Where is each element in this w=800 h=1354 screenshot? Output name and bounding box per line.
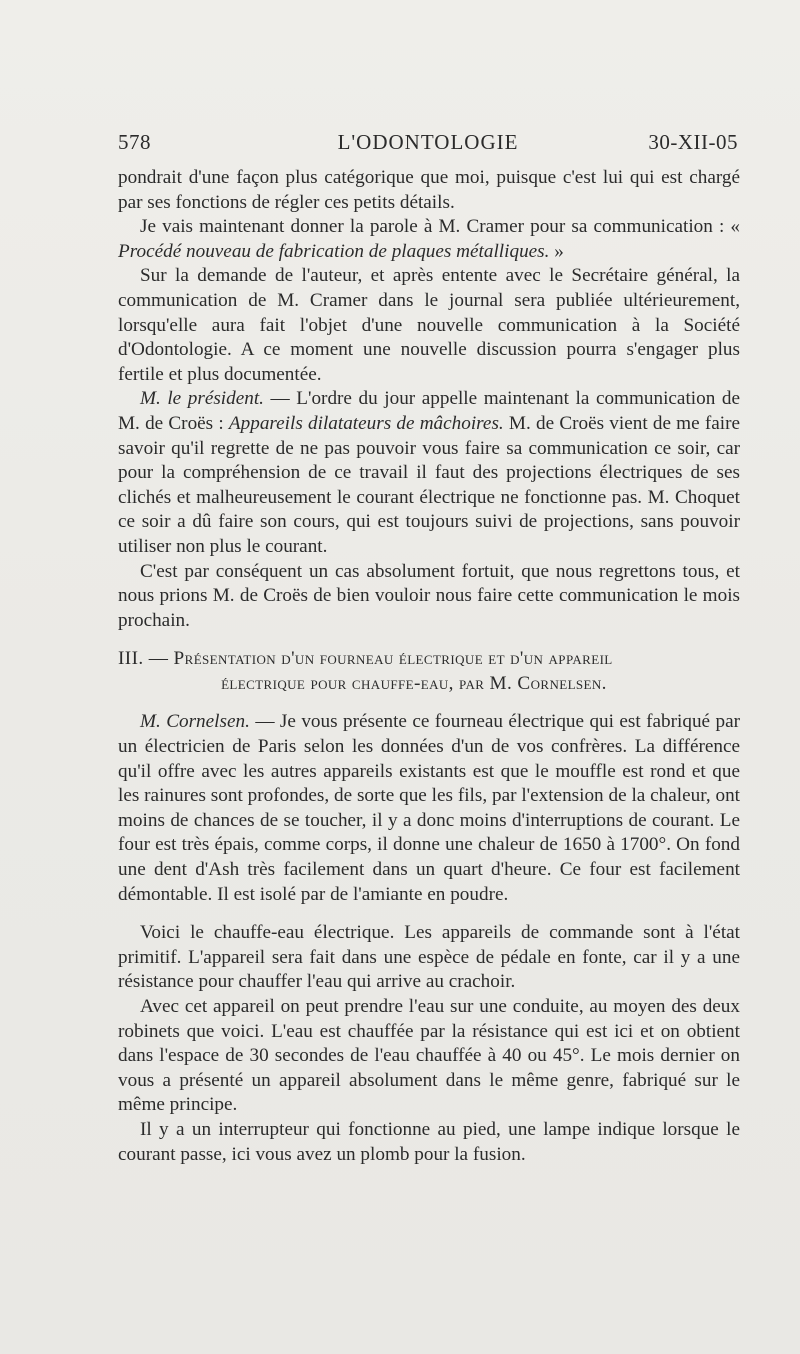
page-number: 578 [118,130,151,154]
paragraph-text: » [549,240,564,262]
paragraph-text: Je vais maintenant donner la parole à M. Cramer pour sa communication : « [140,216,740,238]
paragraph [118,710,740,907]
paragraph-text: M. de Croës vient de me faire savoir qu'il regrette de ne pas pouvoir vous faire sa communication ce soir, car pour la compréhension de ce travail il faut des projections électriques de ses clichés et malheureusement le courant électrique ne fonctionne pas. M. Choquet ce soir a dû faire son cours, qui est toujours suivi de projections, sans pouvoir utiliser non plus le courant. [118,412,740,557]
paragraph-text: — L'ordre du jour appelle maintenant la communication de M. de Croës : [118,388,740,434]
section-heading-line: électrique pour chauffe-eau, par M. Cornelsen. [221,672,607,694]
speaker-name: M. le président. [140,388,264,410]
paragraph: Il y a un interrupteur qui fonctionne au pied, une lampe indique lorsque le courant passe, ici vous avez un plomb pour la fusion. [118,1118,740,1165]
paragraph [118,387,740,559]
running-header [118,130,738,160]
paragraph: C'est par conséquent un cas absolument fortuit, que nous regrettons tous, et nous prions M. de Croës de bien vouloir nous faire cette communication le mois prochain. [118,560,740,631]
paragraph: Voici le chauffe-eau électrique. Les appareils de commande sont à l'état primitif. L'appareil sera fait dans une espèce de pédale en fonte, car il y a une résistance pour chauffer l'eau qui arrive au crachoir. [118,922,740,993]
paragraph: Avec cet appareil on peut prendre l'eau sur une conduite, au moyen des deux robinets que voici. L'eau est chauffée par la résistance qui est ici et on obtient dans l'espace de 30 secondes de l'eau chauffée à 40 ou 45°. Le mois dernier on vous a présenté un appareil absolument dans le même genre, fabriqué sur le même principe. [118,996,740,1116]
communication-title: Procédé nouveau de fabrication de plaques métalliques. [118,240,550,262]
speaker-name: M. Cornelsen. [140,711,250,733]
section-heading [118,647,740,696]
paragraph: Sur la demande de l'auteur, et après entente avec le Secrétaire général, la communication de M. Cramer dans le journal sera publiée ultérieurement, lorsqu'elle aura fait l'objet d'une nouvelle communication à la Société d'Odontologie. A ce moment une nouvelle discussion pourra s'engager plus fertile et plus documentée. [118,265,740,385]
section-heading-line: III. — Présentation d'un fourneau électrique et d'un appareil [118,648,613,670]
communication-title: Appareils dilatateurs de mâchoires. [228,412,504,434]
body-text [118,166,740,1167]
paragraph: pondrait d'une façon plus catégorique que moi, puisque c'est lui qui est chargé par ses fonctions de régler ces petits détails. [118,167,740,213]
issue-date: 30-XII-05 [648,130,738,154]
paragraph-text: — Je vous présente ce fourneau électrique qui est fabriqué par un électricien de Paris selon les données d'un de vos confrères. La différence qu'il offre avec les autres appareils existants est que le mouffle est rond et que les rainures sont profondes, de sorte que les fils, par l'extension de la chaleur, ont moins de chances de se toucher, il y a donc moins d'interruptions de courant. Le four est très épais, comme corps, il donne une chaleur de 1650 à 1700°. On fond une dent d'Ash très facilement dans un quart d'heure. Ce four est facilement démontable. Il est isolé par de l'amiante en poudre. [118,711,740,905]
paragraph [118,215,740,264]
running-title: L'ODONTOLOGIE [337,130,519,154]
